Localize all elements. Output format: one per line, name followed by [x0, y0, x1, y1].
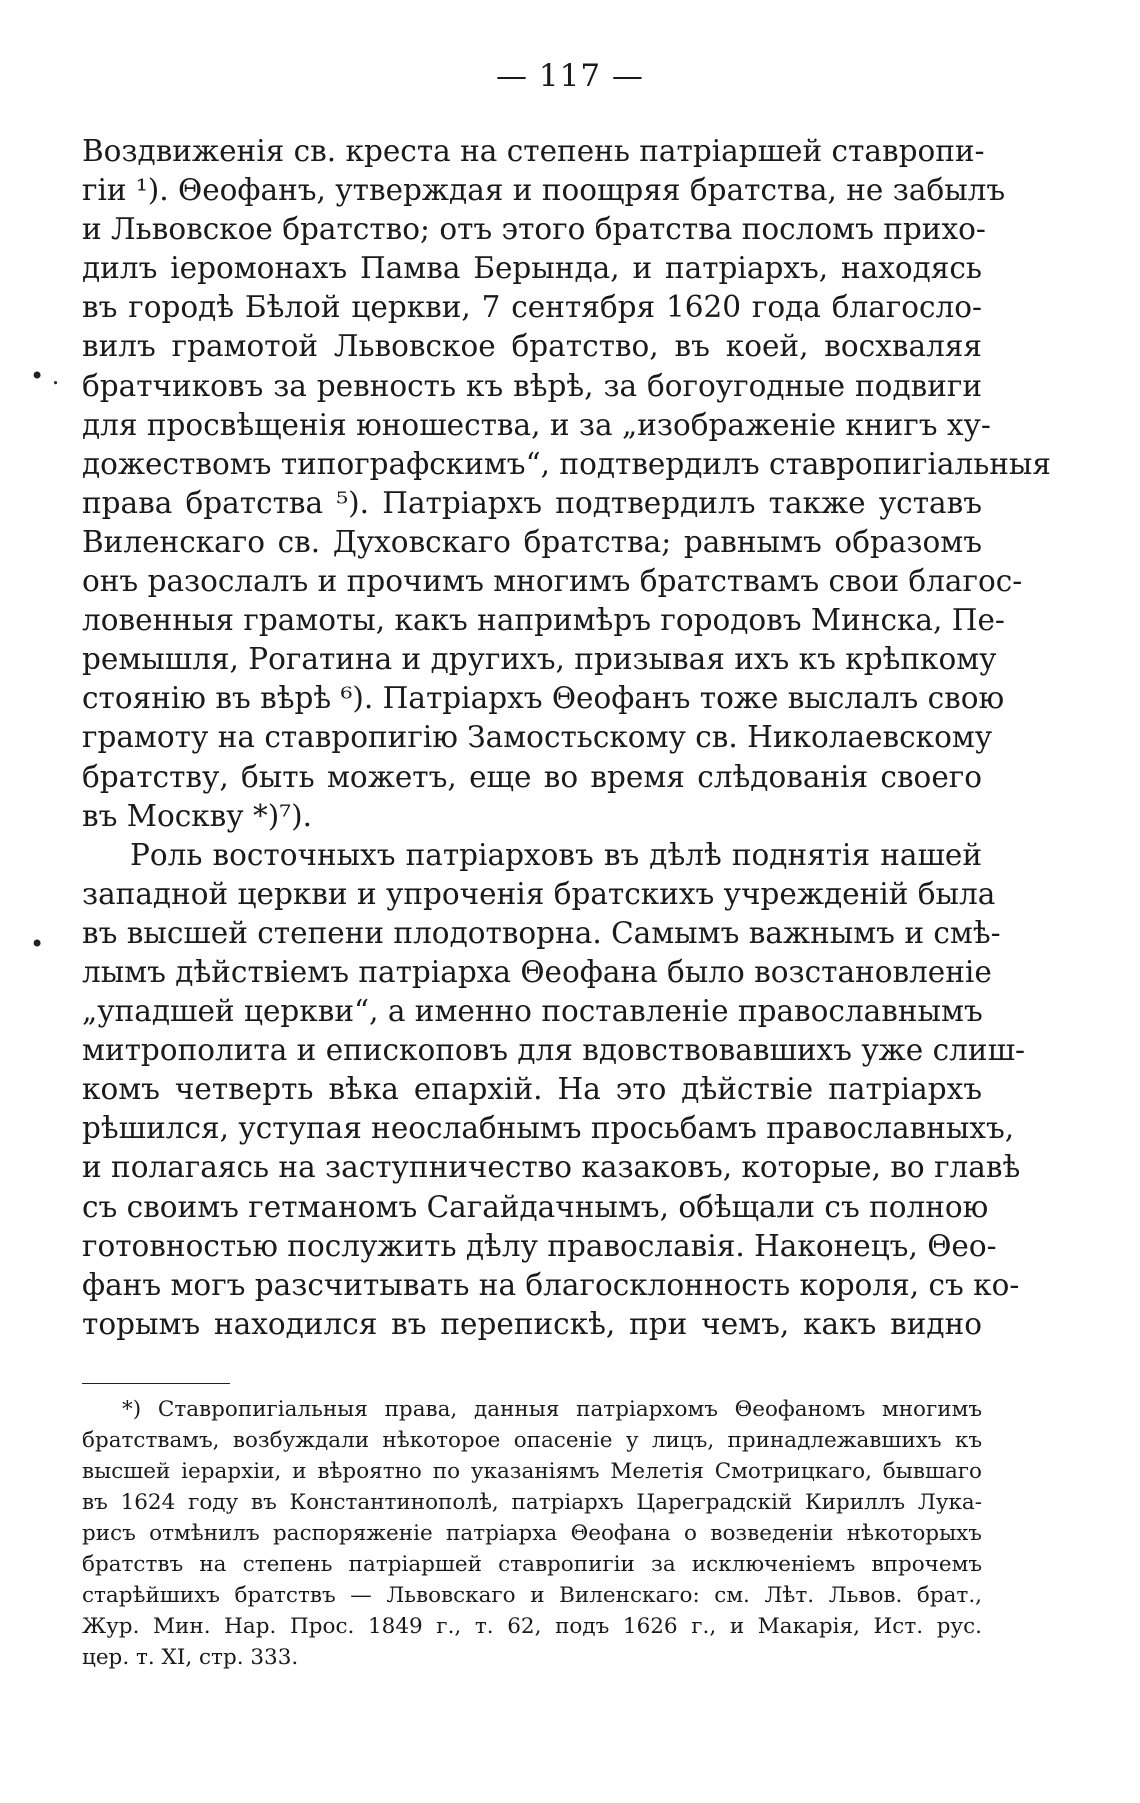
margin-dot-mark: • [30, 930, 45, 958]
text-line: съ своимъ гетманомъ Сагайдачнымъ, обѣщали съ полною [82, 1189, 989, 1224]
text-line: въ высшей степени плодотворна. Самымъ важнымъ и смѣ- [82, 915, 1001, 950]
text-line: братчиковъ за ревность къ вѣрѣ, за богоугодные подвиги [82, 368, 982, 403]
text-line-paragraph-start: Роль восточныхъ патріарховъ въ дѣлѣ поднятія нашей [130, 837, 982, 872]
text-line: ремышля, Рогатина и другихъ, призывая ихъ къ крѣпкому [82, 642, 997, 677]
text-line: ловенныя грамоты, какъ напримѣръ городовъ Минска, Пе- [82, 603, 1005, 638]
text-line: дожествомъ типографскимъ“, подтвердилъ ставропигіальныя [82, 446, 1052, 481]
text-line: дилъ іеромонахъ Памва Берында, и патріархъ, находясь [82, 251, 982, 286]
text-line: стоянію въ вѣрѣ ⁶). Патріархъ Θеофанъ тоже выслалъ свою [82, 681, 1005, 716]
text-line: фанъ могъ разсчитывать на благосклонность короля, съ ко- [82, 1267, 1020, 1302]
footnote-line: братствъ на степень патріаршей ставропигіи за исключеніемъ впрочемъ [82, 1552, 982, 1577]
text-line: западной церкви и упроченія братскихъ учрежденій была [82, 876, 996, 911]
text-line: и Львовское братство; отъ этого братства посломъ прихо- [82, 212, 986, 247]
page-number: — 117 — [496, 58, 644, 94]
footnote-line: высшей іерархіи, и вѣроятно по указаніямъ Мелетія Смотрицкаго, бывшаго [82, 1459, 982, 1484]
text-line: Воздвиженія св. креста на степень патріаршей ставропи- [82, 134, 985, 168]
footnote-line: рисъ отмѣнилъ распоряженіе патріарха Θеофана о возведеніи нѣкоторыхъ [82, 1521, 982, 1546]
footnote-line-last: цер. т. XI, стр. 333. [82, 1645, 299, 1670]
footnote-separator [82, 1383, 230, 1384]
main-text [82, 132, 1052, 1344]
text-line: гіи ¹). Θеофанъ, утверждая и поощряя братства, не забылъ [82, 173, 1006, 208]
text-line: права братства ⁵). Патріархъ подтвердилъ также уставъ [82, 485, 982, 520]
text-line: въ городѣ Бѣлой церкви, 7 сентября 1620 года благосло- [82, 290, 982, 325]
footnote-line: *) Ставропигіальныя права, данныя патріархомъ Θеофаномъ многимъ [122, 1397, 982, 1422]
text-line: комъ четверть вѣка епархій. На это дѣйствіе патріархъ [82, 1072, 982, 1107]
text-line: вилъ грамотой Львовское братство, въ коей, восхваляя [82, 329, 982, 364]
text-line: рѣшился, уступая неослабнымъ просьбамъ православныхъ, [82, 1111, 1015, 1146]
text-line: Виленскаго св. Духовскаго братства; равнымъ образомъ [82, 524, 982, 559]
text-line: и полагаясь на заступничество казаковъ, которые, во главѣ [82, 1150, 1021, 1185]
footnote-line: въ 1624 году въ Константинополѣ, патріархъ Цареградскій Кириллъ Лука- [82, 1490, 982, 1515]
text-line: митрополита и епископовъ для вдовствовавшихъ уже слиш- [82, 1033, 1025, 1068]
footnote [82, 1394, 982, 1673]
margin-dots-mark: • . [30, 362, 60, 390]
text-line: торымъ находился въ перепискѣ, при чемъ, какъ видно [82, 1306, 982, 1341]
footnote-line: Жур. Мин. Нар. Прос. 1849 г., т. 62, подъ 1626 г., и Макарія, Ист. рус. [82, 1614, 982, 1639]
footnote-line: братствамъ, возбуждали нѣкоторое опасеніе у лицъ, принадлежавшихъ къ [82, 1428, 982, 1453]
text-line: „упадшей церкви“, а именно поставленіе православнымъ [82, 994, 983, 1029]
text-line: братству, быть можетъ, еще во время слѣдованія своего [82, 759, 982, 794]
footnote-line: старѣйшихъ братствъ — Львовскаго и Виленскаго: см. Лѣт. Львов. брат., [82, 1583, 982, 1608]
text-line: для просвѣщенія юношества, и за „изображеніе книгъ ху- [82, 407, 991, 442]
text-line: онъ разослалъ и прочимъ многимъ братствамъ свои благос- [82, 564, 1023, 599]
text-line: готовностью послужить дѣлу православія. Наконецъ, Θео- [82, 1228, 997, 1263]
text-line: грамоту на ставропигію Замостьскому св. Николаевскому [82, 720, 993, 755]
text-line-paragraph-end: въ Москву *)⁷). [82, 798, 312, 833]
text-line: лымъ дѣйствіемъ патріарха Θеофана было возстановленіе [82, 954, 992, 989]
